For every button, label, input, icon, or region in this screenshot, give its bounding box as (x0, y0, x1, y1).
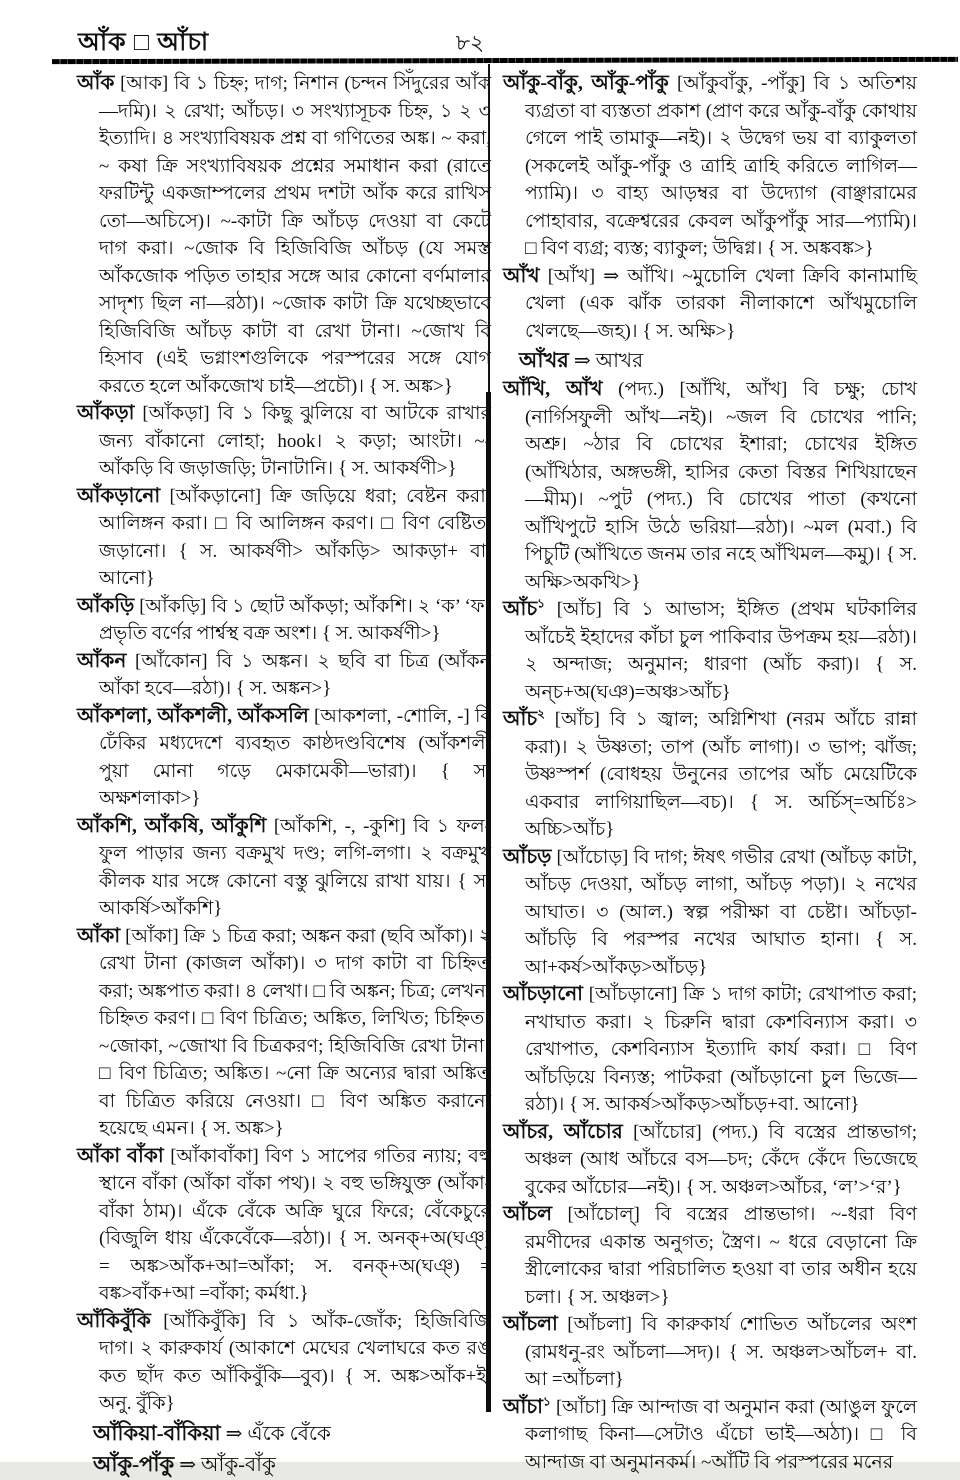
entry-body: [আঁকড়ি] বি ১ ছোট আঁকড়া; আঁকশি। ২ ‘ক’ ‘ফ’ প্রভৃতি বর্ণের পার্শ্বস্থ বক্র অংশ। { স. আকর্ষণী>} (99, 595, 491, 644)
entry-body: [আঁকা] ক্রি ১ চিত্র করা; অঙ্কন করা (ছবি আঁকা)। ২ রেখা টানা (কাজল আঁকা)। ৩ দাগ কাটা বা চিহ্নিত করা; অঙ্কপাত করা। ৪ লেখা। □ বি অঙ্কন; চিত্র; লেখন; চিহ্নিত করণ। □ বিণ চিত্রিত; অঙ্কিত, লিখিত; চিহ্নিত। ~জোকা, ~জোখা বি চিত্রকরণ; হিজিবিজি রেখা টানা। □ বিণ চিত্রিত; অঙ্কিত। ~নো ক্রি অন্যের দ্বারা অঙ্কিত বা চিত্রিত করিয়ে নেওয়া। □ বিণ অঙ্কিত করানো হয়েছে এমন। { স. অঙ্ক>} (99, 925, 491, 1139)
dictionary-entry (77, 70, 491, 400)
dictionary-entry (503, 981, 917, 1119)
entry-body: [আক] বি ১ চিহ্ন; দাগ; নিশান (চন্দন সিঁদুরের আঁক—দমি)। ২ রেখা; আঁচড়। ৩ সংখ্যাসূচক চিহ্ন, ১ ২ ৩ ইত্যাদি। ৪ সংখ্যাবিষয়ক প্রশ্ন বা গণিতের অঙ্ক। ~ করা, ~ কষা ক্রি সংখ্যাবিষয়ক প্রশ্নের সমাধান করা (রাতে ফরটিন্টু একজাম্পলের প্রথম দশটা আঁক করে রাখিস তো—অচিসে)। ~-কাটা ক্রি আঁচড় দেওয়া বা কেটে দাগ করা। ~জোক বি হিজিবিজি আঁচড় (যে সমস্ত আঁকজোক পড়িত তাহার সঙ্গে আর কোনো বর্ণমালার সাদৃশ্য ছিল না—রঠা)। ~জোক কাটা ক্রি যথেচ্ছভাবে হিজিবিজি আঁচড় কাটা বা রেখা টানা। ~জোখ বি হিসাব (এই ভগ্নাংশগুলিকে পরস্পরের সঙ্গে যোগ করতে হলে আঁকজোখ চাই—প্রচৌ)। { স. অঙ্ক>} (99, 73, 491, 397)
entry-headword: আঁক (77, 72, 115, 94)
entry-body: [আকশলা, -শোলি, -] বি ঢেঁকির মধ্যদেশে ব্যবহৃত কাষ্ঠদণ্ডবিশেষ (আঁকশলী পুয়া মোনা গড়ে মেকামেকী—ভারা)। { স. অক্ষশলাকা>} (99, 705, 491, 809)
entry-headword: আঁকু-পাঁকু (93, 1451, 175, 1476)
entry-headword: আঁকা বাঁকা (77, 1144, 164, 1167)
entry-headword: আঁকা (77, 924, 121, 947)
entry-headword: আঁকশলা, আঁকশলী, আঁকসলি (77, 704, 309, 727)
entry-body: [আঁকাবাঁকা] বিণ ১ সাপের গতির ন্যায়; বহু স্থানে বাঁকা (আঁকা বাঁকা পথ)। ২ বহু ভঙ্গিযুক্ত (আঁকা-বাঁকা ঠাম)। এঁকে বেঁকে অক্রি ঘুরে ফিরে; বেঁকেচুরে (বিজুলি ধায় এঁকেবেঁকে—রঠা)। { স. অনক্+অ(ঘঞ্) = অঙ্ক>আঁক+আ=আঁকা; স. বনক্+অ(ঘঞ্) = বঙ্ক>বাঁক+আ =বাঁকা; কর্মধা.} (99, 1145, 491, 1304)
dictionary-entry (77, 813, 491, 923)
entry-body: (পদ্য.) [আঁখি, আঁখ] বি চক্ষু; চোখ (নার্গিসফুলী আঁখ—নই)। ~জল বি চোখের পানি; অশ্রু। ~ঠার বি চোখের ইশারা; চোখের ইঙ্গিত (আঁখিঠার, অঙ্গভঙ্গী, হাসির কেতা বিস্তর শিখিয়াছেন—মীম)। ~পুট (পদ্য.) বি চোখের পাতা (কখনো আঁখিপুটে হাসি উঠে ভরিয়া—রঠা)। ~মল (মবা.) বি পিচুটি (আঁখিতে জনম তার নহে আঁখিমল—কমু)। { স. অক্ষি>অকখি>} (525, 379, 917, 593)
entry-headword: আঁকড়ানো (77, 484, 161, 507)
entry-body: [আঁকশি, -, -কুশি] বি ১ ফল-ফুল পাড়ার জন্য বক্রমুখ দণ্ড; লগি-লগা। ২ বক্রমুখ কীলক যার সঙ্গে কোনো বস্তু ঝুলিয়ে রাখা যায়। { স. আকর্ষি>আঁকশি} (99, 815, 491, 919)
entry-body: [আঁখ] ⇒ আঁখি। ~মুচোলি খেলা ক্রিবি কানামাছি খেলা (এক ঝাঁক তারকা নীলাকাশে আঁখমুচোলি খেলছে—জহ)। { স. অক্ষি>} (525, 265, 917, 342)
entry-headword: আঁকড়া (77, 402, 135, 424)
entry-headword: আঁকশি, আঁকষি, আঁকুশি (77, 814, 267, 837)
dictionary-entry (77, 400, 491, 483)
dictionary-entry (77, 1449, 491, 1480)
header-page-number: ৮২ (455, 30, 485, 55)
entry-headword: আঁখ (503, 264, 540, 287)
entry-body: [আঁকড়া] বি ১ কিছু ঝুলিয়ে বা আটকে রাখার জন্য বাঁকানো লোহা; hook। ২ কড়া; আংটা। ~-আঁকড়ি বি জড়াজড়ি; টানাটানি। { স. আকর্ষণী>} (99, 403, 491, 479)
dictionary-entry (77, 1308, 491, 1418)
dictionary-entry (503, 1394, 917, 1477)
entry-body: [আঁচ] বি ১ জ্বাল; অগ্নিশিখা (নরম আঁচে রান্না করা)। ২ উষ্ণতা; তাপ (আঁচ লাগা)। ৩ ভাপ; ঝাঁজ; উষ্ণস্পর্শ (বোধহয় উনুনের তাপের আঁচ মেয়েটিকে একবার লাগিয়াছিল—বচ)। { স. অর্চিস্=অর্চিঃ> অচ্চি>আঁচ} (525, 709, 917, 840)
right-column (503, 70, 917, 1476)
entry-body: ⇒ আখর (568, 350, 644, 372)
dictionary-entry (77, 703, 491, 813)
entry-body: [আঁচড়ানো] ক্রি ১ দাগ কাটা; রেখাপাত করা; নখাঘাত করা। ২ চিরুনি দ্বারা কেশবিন্যাস করা। ৩ রেখাপাত, কেশবিন্যাস ইত্যাদি কার্য করা। □ বিণ আঁচড়িয়ে বিন্যস্ত; পাটকরা (আঁচড়ানো চুল ভিজে—রঠা)। { স. আকর্ষ>আঁকড়>আঁচড়+বা. আনো} (525, 984, 917, 1115)
entry-headword: আঁকড়ি (77, 594, 135, 617)
entry-headword: আঁচল (503, 1203, 553, 1225)
entry-body: [আঁচোল্] বি বস্ত্রের প্রান্তভাগ। ~-ধরা বিণ রমণীদের একান্ত অনুগত; স্ত্রৈণ। ~ ধরে বেড়ানো ক্রি স্ত্রীলোকের দ্বারা পরিচালিত হওয়া বা তার অধীন হয়ে চলা। { স. অঞ্চল>} (525, 1204, 917, 1308)
headword-superscript: ১ (542, 1393, 551, 1408)
dictionary-entry (77, 923, 491, 1143)
dictionary-entry (503, 844, 917, 982)
entry-headword: আঁখর (519, 348, 569, 372)
dictionary-entry (503, 70, 917, 263)
entry-body: ⇒ আঁকু-বাঁকু (174, 1453, 276, 1476)
entry-headword: আঁচর, আঁচোর (503, 1120, 623, 1143)
entry-headword: আঁচ$^১$ (503, 596, 545, 620)
entry-body: [আঁকোন] বি ১ অঙ্কন। ২ ছবি বা চিত্র (আঁকন আঁকা হবে—রঠা)। { স. অঙ্কন>} (99, 650, 491, 699)
entry-body: [আঁকড়ানো] ক্রি জড়িয়ে ধরা; বেষ্টন করা; আলিঙ্গন করা। □ বি আলিঙ্গন করণ। □ বিণ বেষ্টিত, জড়ানো। { স. আকর্ষণী> আঁকড়ি> আকড়া+ বা. আনো} (99, 485, 491, 589)
entry-body: [আঁকিবুঁকি] বি ১ আঁক-জোঁক; হিজিবিজি দাগ। ২ কারুকার্য (আকাশে মেঘের খেলাঘরে কত রঙ কত ছাঁদ কত আঁকিবুঁকি—বুব)। { স. অঙ্ক>আঁক+ই, অনু. বুঁকি} (99, 1310, 491, 1414)
entry-body: [আঁকুবাঁকু, -পাঁকু] বি ১ অতিশয় ব্যগ্রতা বা ব্যস্ততা প্রকাশ (প্রাণ করে আঁকু-বাঁকু কোথায় গেলে পাই তামাকু—নই)। ২ উদ্বেগ ভয় বা ব্যাকুলতা (সকলেই আঁকু-পাঁকু ও ত্রাহি ত্রাহি করিতে লাগিল—প্যামি)। ৩ বাহ্য আড়ম্বর বা উদ্যোগ (বাঞ্ছারামের পোহাবার, বক্রেশ্বরের কেবল আঁকুপাঁকু সার—প্যামি)। □ বিণ ব্যগ্র; ব্যস্ত; ব্যাকুল; উদ্বিগ্ন। { স. অঙ্কবঙ্ক>} (525, 73, 917, 259)
dictionary-entry (503, 706, 917, 844)
entry-headword: আঁকিয়া-বাঁকিয়া (93, 1420, 221, 1445)
header-guide-words: আঁক □ আঁচা (78, 29, 210, 56)
entry-body: [আঁচ] বি ১ আভাস; ইঙ্গিত (প্রথম ঘটকালির আঁচেই ইহাদের কাঁচা চুল পাকিবার উপক্রম হয়—রঠা)। ২ অন্দাজ; অনুমান; ধারণা (আঁচ করা)। { স. অন্চ+অ(ঘঞ)=অঞ্চ>আঁচ} (525, 599, 917, 703)
dictionary-entry (77, 483, 491, 593)
entry-headword: আঁকন (77, 649, 127, 672)
entry-body: [আঁচোড়] বি দাগ; ঈষৎ গভীর রেখা (আঁচড় কাটা, আঁচড় দেওয়া, আঁচড় লাগা, আঁচড় পড়া)। ২ নখের আঘাত। ৩ (আল.) স্বল্প পরীক্ষা বা চেষ্টা। আঁচড়া-আঁচড়ি বি পরস্পর নখের আঘাত হানা। { স. আ+কর্ষ>আঁকড়>আঁচড়} (525, 846, 917, 978)
entry-headword: আঁচা$^১$ (503, 1393, 551, 1418)
entry-headword: আঁচড়ানো (503, 983, 583, 1005)
entry-headword: আঁকু-বাঁকু, আঁকু-পাঁকু (503, 72, 669, 94)
entry-headword: আঁচড় (503, 845, 552, 868)
entry-body: [আঁচলা] বি কারুকার্য শোভিত আঁচলের অংশ (রামধনু-রং আঁচলা—সদ)। { স. অঞ্চল>আঁচল+ বা. আ =আঁচলা} (525, 1314, 917, 1390)
entry-headword: আঁচলা (503, 1313, 558, 1335)
entry-headword: আঁখি, আঁখ (503, 378, 603, 400)
dictionary-entry (77, 648, 491, 703)
dictionary-entry (77, 1418, 491, 1449)
dictionary-entry (503, 345, 917, 376)
entry-body: ⇒ এঁকে বেঁকে (220, 1422, 331, 1445)
entry-headword: আঁচ$^২$ (503, 706, 545, 730)
dictionary-entry (503, 376, 917, 596)
headword-superscript: ১ (537, 596, 545, 611)
dictionary-entry (503, 596, 917, 706)
dictionary-entry (77, 593, 491, 648)
dictionary-entry (503, 1311, 917, 1394)
headword-superscript: ২ (537, 706, 545, 721)
header-rule (52, 57, 958, 64)
left-column (77, 70, 491, 1480)
dictionary-entry (503, 1201, 917, 1311)
dictionary-entry (77, 1143, 491, 1308)
entry-body: [আঁচা] ক্রি আন্দাজ বা অনুমান করা (আঙুল ফুলে কলাগাছ কিনা—সেটাও এঁচো ভাই—অঠা)। □ বি আন্দাজ বা অনুমানকর্ম। ~আঁটি বি পরস্পরের মনের (525, 1396, 917, 1473)
dictionary-entry (503, 1119, 917, 1202)
entry-body: [আঁচোর] (পদ্য.) বি বস্ত্রের প্রান্তভাগ; অঞ্চল (আধ আঁচরে বস—চদ; কেঁদে কেঁদে ভিজেছে বুকের আঁচোর—নই)। { স. অঞ্চল>আঁচর, ‘ল’>‘র’} (525, 1121, 917, 1198)
dictionary-entry (503, 263, 917, 346)
entry-headword: আঁকিবুঁকি (77, 1309, 151, 1332)
